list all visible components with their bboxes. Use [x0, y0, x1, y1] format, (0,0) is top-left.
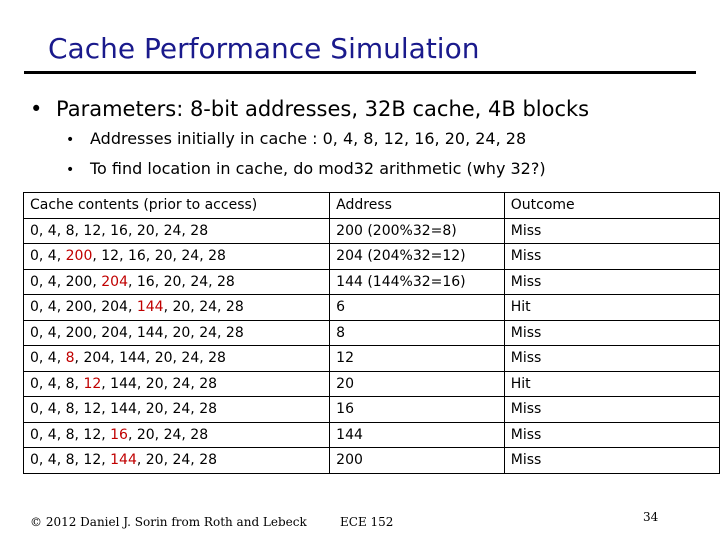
changed-block: 8	[65, 350, 75, 367]
address-cell: 20	[330, 371, 505, 397]
simulation-table	[23, 192, 720, 474]
address-cell: 200	[330, 448, 505, 474]
table-header-row	[24, 193, 720, 219]
contents-text: 0, 4,	[30, 248, 66, 265]
address-cell: 200 (200%32=8)	[330, 218, 505, 244]
address-cell: 12	[330, 346, 505, 372]
table-row	[24, 244, 720, 270]
contents-text: 0, 4, 200,	[30, 273, 102, 290]
address-cell: 16	[330, 397, 505, 423]
contents-text: 0, 4, 8, 12,	[30, 452, 111, 469]
cache-contents-cell	[24, 244, 330, 270]
outcome-cell: Hit	[504, 371, 719, 397]
title-divider	[24, 71, 696, 74]
bullet-dot: •	[66, 132, 75, 148]
contents-text: , 20, 24, 28	[127, 426, 209, 443]
bullet-dot: •	[66, 162, 75, 178]
outcome-cell: Miss	[504, 320, 719, 346]
main-bullet	[30, 97, 589, 121]
contents-text: , 20, 24, 28	[163, 299, 244, 316]
outcome-cell: Miss	[504, 448, 719, 474]
outcome-cell: Miss	[504, 269, 719, 295]
page-number: 34	[643, 510, 659, 524]
cache-contents-cell	[24, 269, 330, 295]
contents-text: 0, 4, 8, 12, 144, 20, 24, 28	[30, 401, 218, 418]
cache-contents-cell	[24, 218, 330, 244]
table-row	[24, 448, 720, 474]
cache-contents-cell	[24, 371, 330, 397]
address-cell: 144 (144%32=16)	[330, 269, 505, 295]
table-row	[24, 346, 720, 372]
cache-contents-cell	[24, 397, 330, 423]
footer-course: ECE 152	[340, 515, 394, 529]
contents-text: 0, 4, 200, 204,	[30, 299, 137, 316]
table-row	[24, 218, 720, 244]
cache-contents-cell	[24, 346, 330, 372]
table-row	[24, 422, 720, 448]
contents-text: , 16, 20, 24, 28	[127, 273, 235, 290]
address-cell: 6	[330, 295, 505, 321]
contents-text: 0, 4, 200, 204, 144, 20, 24, 28	[30, 324, 244, 341]
sub-bullet-2	[66, 159, 546, 178]
contents-text: 0, 4,	[30, 350, 66, 367]
header-outcome: Outcome	[504, 193, 719, 219]
outcome-cell: Miss	[504, 218, 719, 244]
header-address: Address	[330, 193, 505, 219]
outcome-cell: Miss	[504, 346, 719, 372]
outcome-cell: Hit	[504, 295, 719, 321]
contents-text: , 12, 16, 20, 24, 28	[92, 248, 226, 265]
contents-text: 0, 4, 8, 12,	[30, 426, 111, 443]
slide-title: Cache Performance Simulation	[48, 32, 480, 65]
outcome-cell: Miss	[504, 244, 719, 270]
sub-bullet-text: To find location in cache, do mod32 arithmetic (why 32?)	[90, 159, 546, 178]
bullet-dot: •	[30, 97, 43, 121]
sub-bullet-1	[66, 129, 526, 148]
contents-text: , 204, 144, 20, 24, 28	[74, 350, 226, 367]
cache-contents-cell	[24, 320, 330, 346]
changed-block: 12	[83, 375, 102, 392]
table-row	[24, 295, 720, 321]
changed-block: 204	[101, 273, 128, 290]
outcome-cell: Miss	[504, 422, 719, 448]
table-row	[24, 397, 720, 423]
contents-text: , 144, 20, 24, 28	[101, 375, 218, 392]
contents-text: 0, 4, 8, 12, 16, 20, 24, 28	[30, 222, 209, 239]
header-cache-contents: Cache contents (prior to access)	[24, 193, 330, 219]
changed-block: 16	[110, 426, 128, 443]
changed-block: 200	[65, 248, 93, 265]
address-cell: 144	[330, 422, 505, 448]
sub-bullet-text: Addresses initially in cache : 0, 4, 8, 12, 16, 20, 24, 28	[90, 129, 527, 148]
contents-text: 0, 4, 8,	[30, 375, 84, 392]
cache-contents-cell	[24, 295, 330, 321]
footer-copyright: © 2012 Daniel J. Sorin from Roth and Lebeck	[30, 515, 307, 529]
table-row	[24, 269, 720, 295]
changed-block: 144	[136, 299, 164, 316]
changed-block: 144	[110, 452, 137, 469]
table-row	[24, 371, 720, 397]
cache-contents-cell	[24, 448, 330, 474]
main-bullet-text: Parameters: 8-bit addresses, 32B cache, 4B blocks	[56, 97, 590, 121]
address-cell: 8	[330, 320, 505, 346]
table-row	[24, 320, 720, 346]
contents-text: , 20, 24, 28	[136, 452, 218, 469]
cache-contents-cell	[24, 422, 330, 448]
outcome-cell: Miss	[504, 397, 719, 423]
address-cell: 204 (204%32=12)	[330, 244, 505, 270]
